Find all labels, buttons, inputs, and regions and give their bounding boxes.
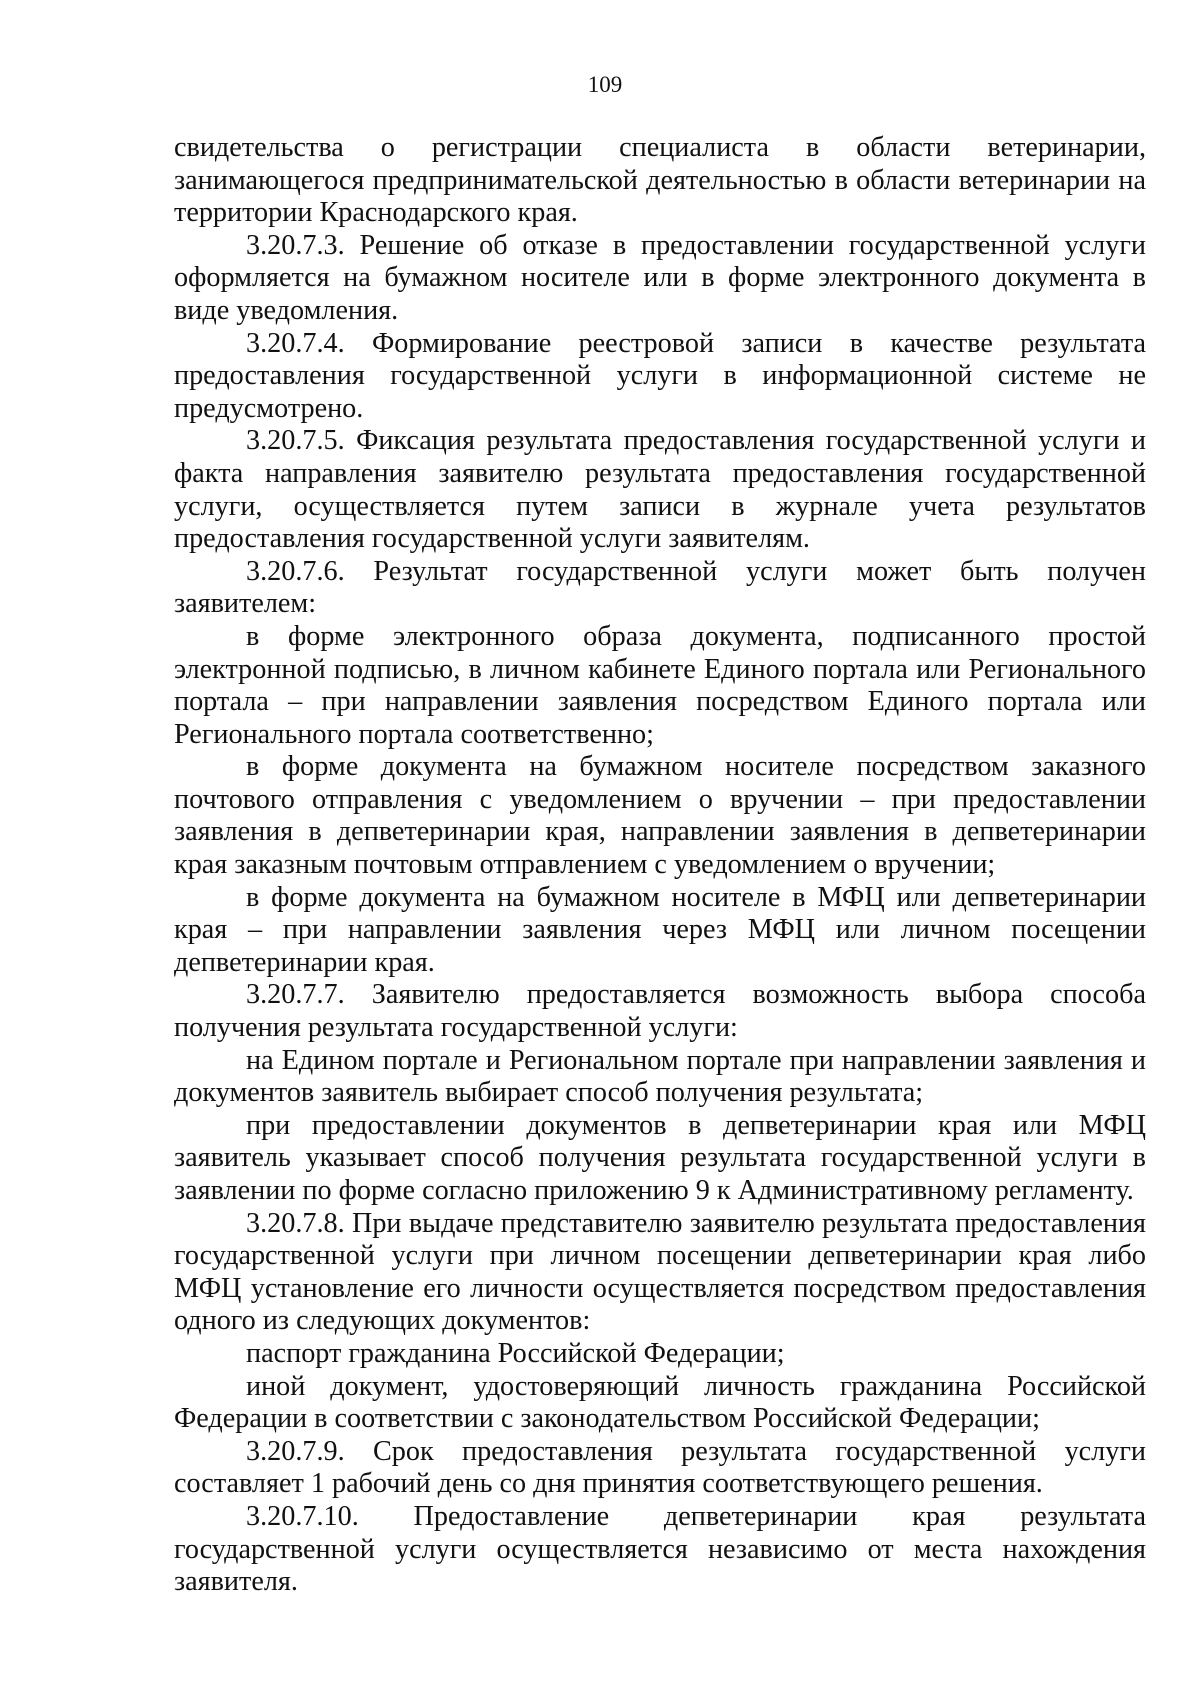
paragraph-option-mail: в форме документа на бумажном носителе посредством заказного почтового отправления с уведомлением о вручении – при предоставлении заявления в депветеринарии края, направлении заявления в депветеринарии края заказным почтовым отправлением с уведомлением о вручении; <box>174 751 1146 881</box>
paragraph-3-20-7-8: 3.20.7.8. При выдаче представителю заявителю результата предоставления государственной услуги при личном посещении депветеринарии края либо МФЦ установление его личности осуществляется посредством предоставления одного из следующих документов: <box>174 1207 1146 1337</box>
page-number: 109 <box>587 72 623 97</box>
paragraph-3-20-7-9: 3.20.7.9. Срок предоставления результата государственной услуги составляет 1 рабочий день со дня принятия соответствующего решения. <box>174 1435 1146 1500</box>
paragraph-option-electronic: в форме электронного образа документа, подписанного простой электронной подписью, в личном кабинете Единого портала или Регионального портала – при направлении заявления посредством Единого портала или Регионального портала соответственно; <box>174 620 1146 750</box>
paragraph-3-20-7-10: 3.20.7.10. Предоставление депветеринарии края результата государственной услуги осуществляется независимо от места нахождения заявителя. <box>174 1500 1146 1598</box>
paragraph-3-20-7-4: 3.20.7.4. Формирование реестровой записи в качестве результата предоставления государственной услуги в информационной системе не предусмотрено. <box>174 327 1146 424</box>
paragraph-portal-choice: на Едином портале и Региональном портале при направлении заявления и документов заявитель выбирает способ получения результата; <box>174 1044 1146 1109</box>
document-body <box>174 132 1146 1599</box>
paragraph-option-mfc: в форме документа на бумажном носителе в МФЦ или депветеринарии края – при направлении заявления через МФЦ или личном посещении депветеринарии края. <box>174 881 1146 978</box>
paragraph-application-choice: при предоставлении документов в депветеринарии края или МФЦ заявитель указывает способ получения результата государственной услуги в заявлении по форме согласно приложению 9 к Административному регламенту. <box>174 1109 1146 1206</box>
paragraph-3-20-7-5: 3.20.7.5. Фиксация результата предоставления государственной услуги и факта направления заявителю результата предоставления государственной услуги, осуществляется путем записи в журнале учета результатов предоставления государственной услуги заявителям. <box>174 425 1146 555</box>
paragraph-3-20-7-7: 3.20.7.7. Заявителю предоставляется возможность выбора способа получения результата государственной услуги: <box>174 979 1146 1044</box>
paragraph-3-20-7-3: 3.20.7.3. Решение об отказе в предоставлении государственной услуги оформляется на бумажном носителе или в форме электронного документа в виде уведомления. <box>174 229 1146 326</box>
paragraph-passport: паспорт гражданина Российской Федерации; <box>246 1337 785 1369</box>
paragraph-other-document: иной документ, удостоверяющий личность гражданина Российской Федерации в соответствии с законодательством Российской Федерации; <box>174 1370 1146 1435</box>
paragraph-3-20-7-6: 3.20.7.6. Результат государственной услуги может быть получен заявителем: <box>174 555 1146 620</box>
paragraph-continuation: свидетельства о регистрации специалиста в области ветеринарии, занимающегося предпринимательской деятельностью в области ветеринарии на территории Краснодарского края. <box>174 132 1146 229</box>
